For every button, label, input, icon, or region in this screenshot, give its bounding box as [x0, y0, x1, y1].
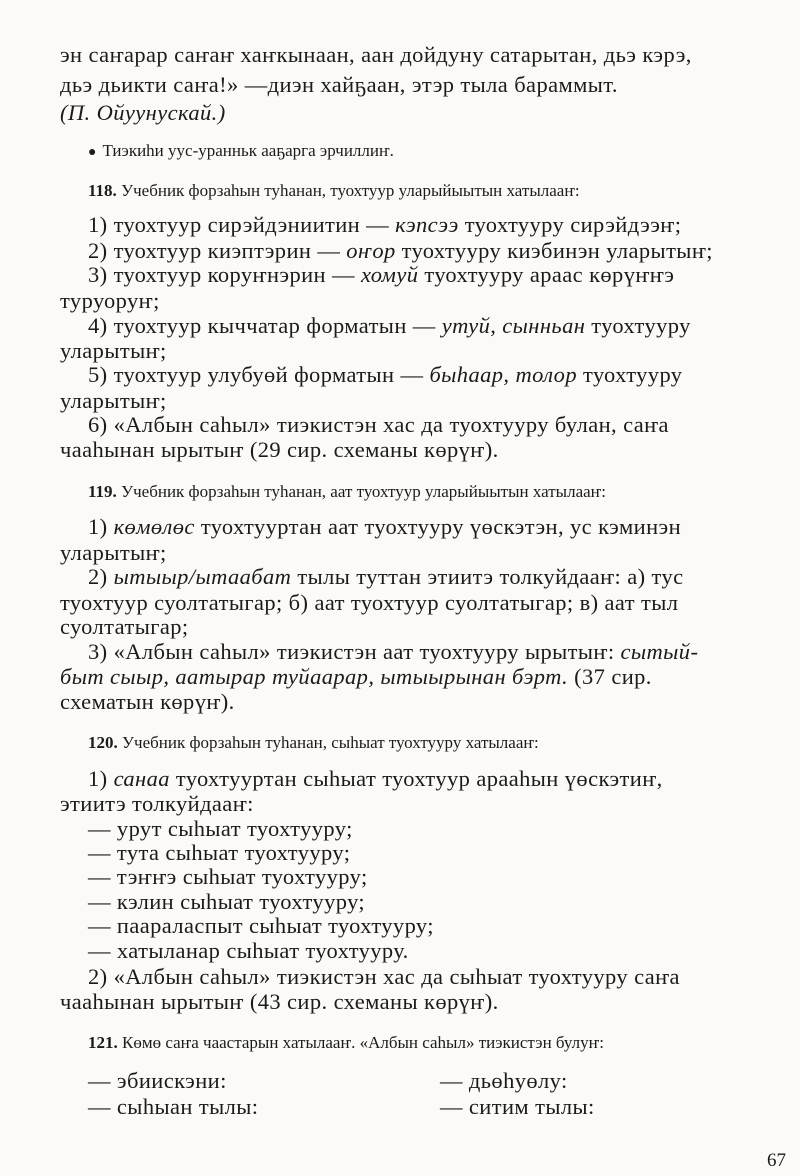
list-item-continuation: уларытыҥ;	[60, 540, 167, 565]
exercise-instruction: Учебник форзаһын туһанан, сыһыат туохтууру хатылааҥ:	[122, 733, 539, 752]
list-item-continuation: туохтуур суолтатыгар; б) аат туохтуур суолтатыгар; в) аат тыл	[60, 590, 679, 615]
list-item: 2) «Албын саһыл» тиэкистэн хас да сыһыат туохтууру саҥа	[88, 964, 680, 989]
exercise-number: 120.	[88, 733, 118, 752]
list-item-continuation: этиитэ толкуйдааҥ:	[60, 791, 254, 816]
exercise-number: 118.	[88, 181, 117, 200]
citation: (П. Ойуунускай.)	[60, 100, 226, 125]
exercise-118-heading	[88, 181, 580, 201]
answer-prompt: — ситим тылы:	[440, 1094, 595, 1119]
list-item: 3) туохтуур коруҥнэрин — хомуй туохтууру араас көрүҥҥэ	[88, 262, 675, 287]
exercise-120-heading	[88, 733, 539, 753]
list-item: 5) туохтуур улубуөй форматын — быһаар, толор туохтууру	[88, 362, 683, 387]
dash-item: — урут сыһыат туохтууру;	[88, 816, 353, 841]
task-note-text: Тиэкиһи уус-уранньк ааҕарга эрчиллиҥ.	[102, 141, 394, 160]
list-item: 3) «Албын саһыл» тиэкистэн аат туохтууру ырытыҥ: сытый-	[88, 639, 699, 664]
list-item: 1) көмөлөс туохтууртан аат туохтууру үөскэтэн, ус кэминэн	[88, 514, 682, 539]
exercise-instruction: Учебник форзаһын туһанан, аат туохтуур уларыйыытын хатылааҥ:	[121, 482, 606, 501]
text-line: дьэ дьикти саҥа!» —диэн хайҕаан, этэр тыла бараммыт.	[60, 72, 618, 97]
dash-item: — кэлин сыһыат туохтууру;	[88, 889, 366, 914]
exercise-number: 119.	[88, 482, 117, 501]
answer-prompt: — эбиискэни:	[88, 1068, 227, 1093]
exercise-119-heading	[88, 482, 606, 502]
list-item: 1) туохтуур сирэйдэниитин — кэпсээ туохтууру сирэйдээҥ;	[88, 212, 682, 237]
list-item-continuation: суолтатыгар;	[60, 614, 189, 639]
list-item-continuation: уларытыҥ;	[60, 338, 167, 363]
dash-item: — хатыланар сыһыат туохтууру.	[88, 938, 409, 963]
exercise-instruction: Көмө саҥа чаастарын хатылааҥ. «Албын саһыл» тиэкистэн булуҥ:	[122, 1033, 604, 1052]
list-item: 1) санаа туохтууртан сыһыат туохтуур арааһын үөскэтиҥ,	[88, 766, 663, 791]
exercise-121-heading	[88, 1033, 604, 1053]
list-item: 2) ытыыр/ытаабат тылы туттан этиитэ толкуйдааҥ: а) тус	[88, 564, 684, 589]
list-item-continuation: схематын көрүҥ).	[60, 689, 235, 714]
exercise-number: 121.	[88, 1033, 118, 1052]
bullet-icon: ●	[88, 145, 97, 160]
answer-prompt: — сыһыан тылы:	[88, 1094, 259, 1119]
text-line: эн саҥарар саҥаҥ хаҥкынаан, аан дойдуну сатарытан, дьэ кэрэ,	[60, 42, 692, 67]
list-item-continuation: уларытыҥ;	[60, 388, 167, 413]
list-item: 6) «Албын саһыл» тиэкистэн хас да туохтууру булан, саҥа	[88, 412, 669, 437]
list-item-continuation: быт сыыр, аатырар туйаарар, ытыырынан бэрт. (37 сир.	[60, 664, 652, 689]
list-item-continuation: чааһынан ырытыҥ (43 сир. схеманы көрүҥ).	[60, 989, 499, 1014]
list-item-continuation: туруоруҥ;	[60, 288, 160, 313]
dash-item: — паараласпыт сыһыат туохтууру;	[88, 913, 434, 938]
list-item: 4) туохтуур кыччатар форматын — утуй, сынньан туохтууру	[88, 313, 691, 338]
page-number: 67	[767, 1150, 786, 1171]
dash-item: — тэҥҥэ сыһыат туохтууру;	[88, 864, 368, 889]
exercise-instruction: Учебник форзаһын туһанан, туохтуур уларыйыытын хатылааҥ:	[121, 181, 580, 200]
list-item: 2) туохтуур киэптэрин — оҥор туохтууру киэбинэн уларытыҥ;	[88, 238, 713, 263]
task-note	[88, 141, 394, 161]
answer-prompt: — дьөһуөлу:	[440, 1068, 568, 1093]
dash-item: — тута сыһыат туохтууру;	[88, 840, 351, 865]
list-item-continuation: чааһынан ырытыҥ (29 сир. схеманы көрүҥ).	[60, 437, 499, 462]
